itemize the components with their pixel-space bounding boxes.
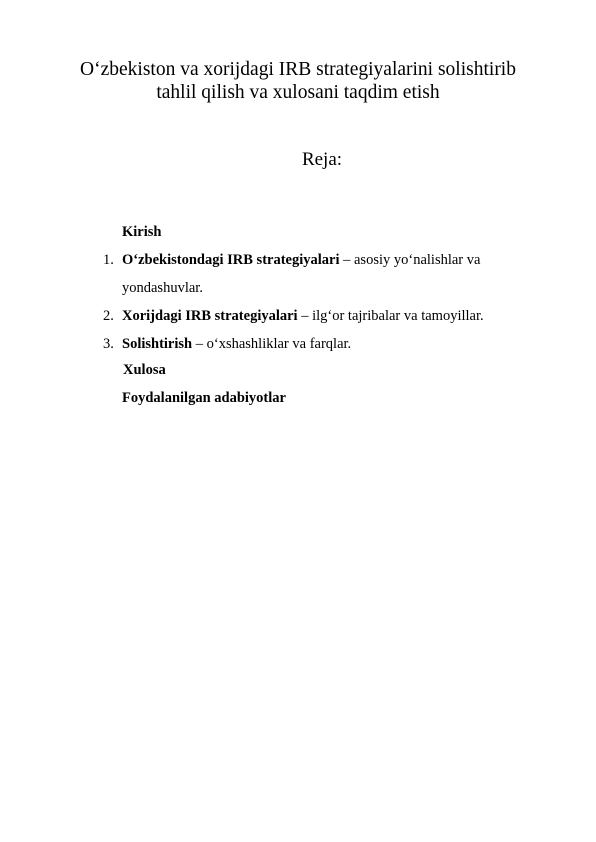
toc-intro — [122, 222, 161, 242]
toc-item-1-number: 1. — [103, 252, 114, 268]
toc-conclusion — [123, 360, 166, 380]
toc-item-3-description: – o‘xshashliklar va farqlar. — [192, 336, 352, 352]
document-title — [60, 58, 536, 104]
title-line-1: O‘zbekiston va xorijdagi IRB strategiyalarini solishtirib — [80, 59, 516, 80]
toc-references-label: Foydalanilgan adabiyotlar — [122, 390, 286, 406]
toc-item-3 — [122, 334, 351, 354]
toc-item-3-title: Solishtirish — [122, 336, 193, 352]
plan-heading: Reja: — [301, 149, 343, 170]
toc-item-2 — [122, 306, 484, 326]
toc-conclusion-label: Xulosa — [123, 362, 166, 378]
toc-item-2-number: 2. — [103, 308, 114, 324]
toc-references — [122, 388, 286, 408]
toc-item-2-title: Xorijdagi IRB strategiyalari — [122, 308, 298, 324]
title-line-2: tahlil qilish va xulosani taqdim etish — [156, 82, 440, 103]
toc-item-2-description: – ilg‘or tajribalar va tamoyillar. — [297, 308, 484, 324]
toc-item-1-description: – asosiy yo‘nalishlar va — [339, 252, 481, 268]
toc-item-1 — [122, 250, 480, 270]
toc-item-1-continuation: yondashuvlar. — [122, 280, 203, 296]
toc-item-3-number: 3. — [103, 336, 114, 352]
toc-intro-label: Kirish — [122, 224, 162, 240]
toc-item-1-title: O‘zbekistondagi IRB strategiyalari — [122, 252, 340, 268]
